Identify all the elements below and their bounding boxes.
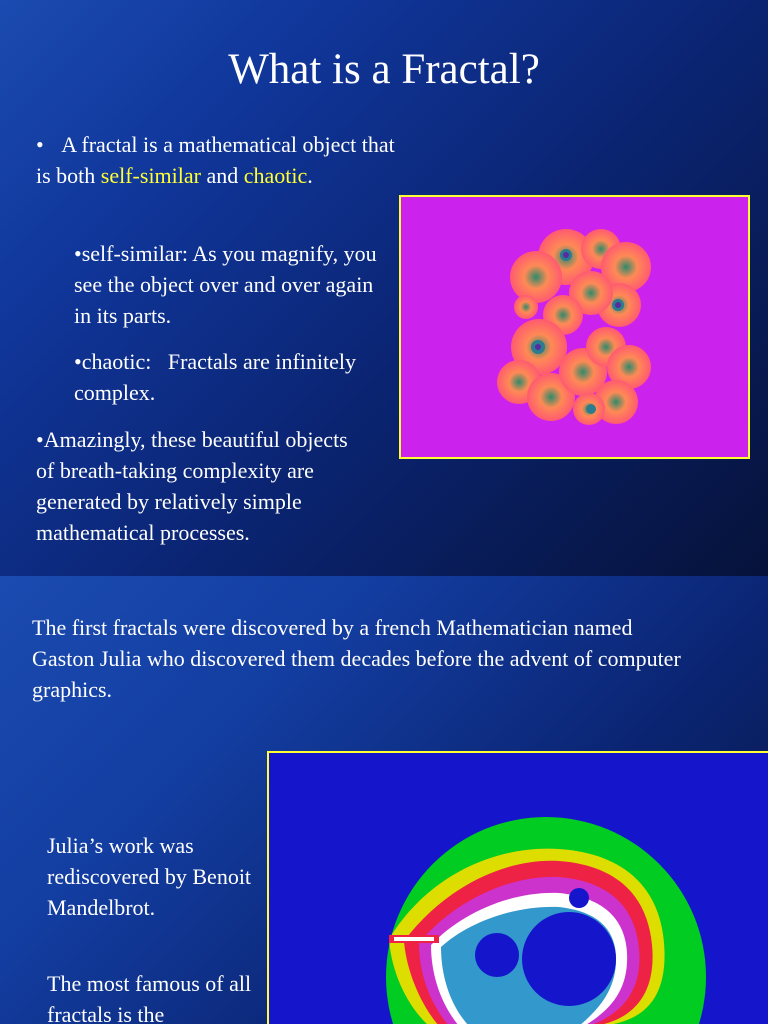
mandelbrot-set-image [267,751,768,1024]
sub-bullet-chaotic: •chaotic: Fractals are infinitely complex. [74,349,362,405]
gaston-julia-intro: The first fractals were discovered by a french Mathematician named Gaston Julia who discovered them decades before the advent of computer graphics. [32,615,681,702]
julia-set-fractal-art [401,197,748,457]
bullet-marker: • [36,132,44,157]
definition-text-end: . [307,163,313,188]
mandelbrot-fractal-art [269,753,768,1024]
bullet-generation: •Amazingly, these beautiful objects of breath-taking complexity are generated by relatively simple mathematical processes. [36,427,348,545]
slide-history-of-fractals [0,576,768,1024]
highlight-chaotic: chaotic [243,163,308,188]
definition-text-start: A fractal is a mathematical object that is both [36,132,395,188]
definition-text-middle: and [201,163,244,188]
mandelbrot-rediscovery-text: Julia’s work was rediscovered by Benoit Mandelbrot. [47,833,252,920]
sub-bullet-self-similar: •self-similar: As you magnify, you see the object over and over again in its parts. [74,241,377,328]
highlight-self-similar: self-similar [100,163,201,188]
slide-title: What is a Fractal? [228,46,540,93]
julia-set-image [399,195,750,459]
bullet-fractal-definition [36,129,396,191]
most-famous-fractal-text: The most famous of all fractals is the [47,971,252,1024]
